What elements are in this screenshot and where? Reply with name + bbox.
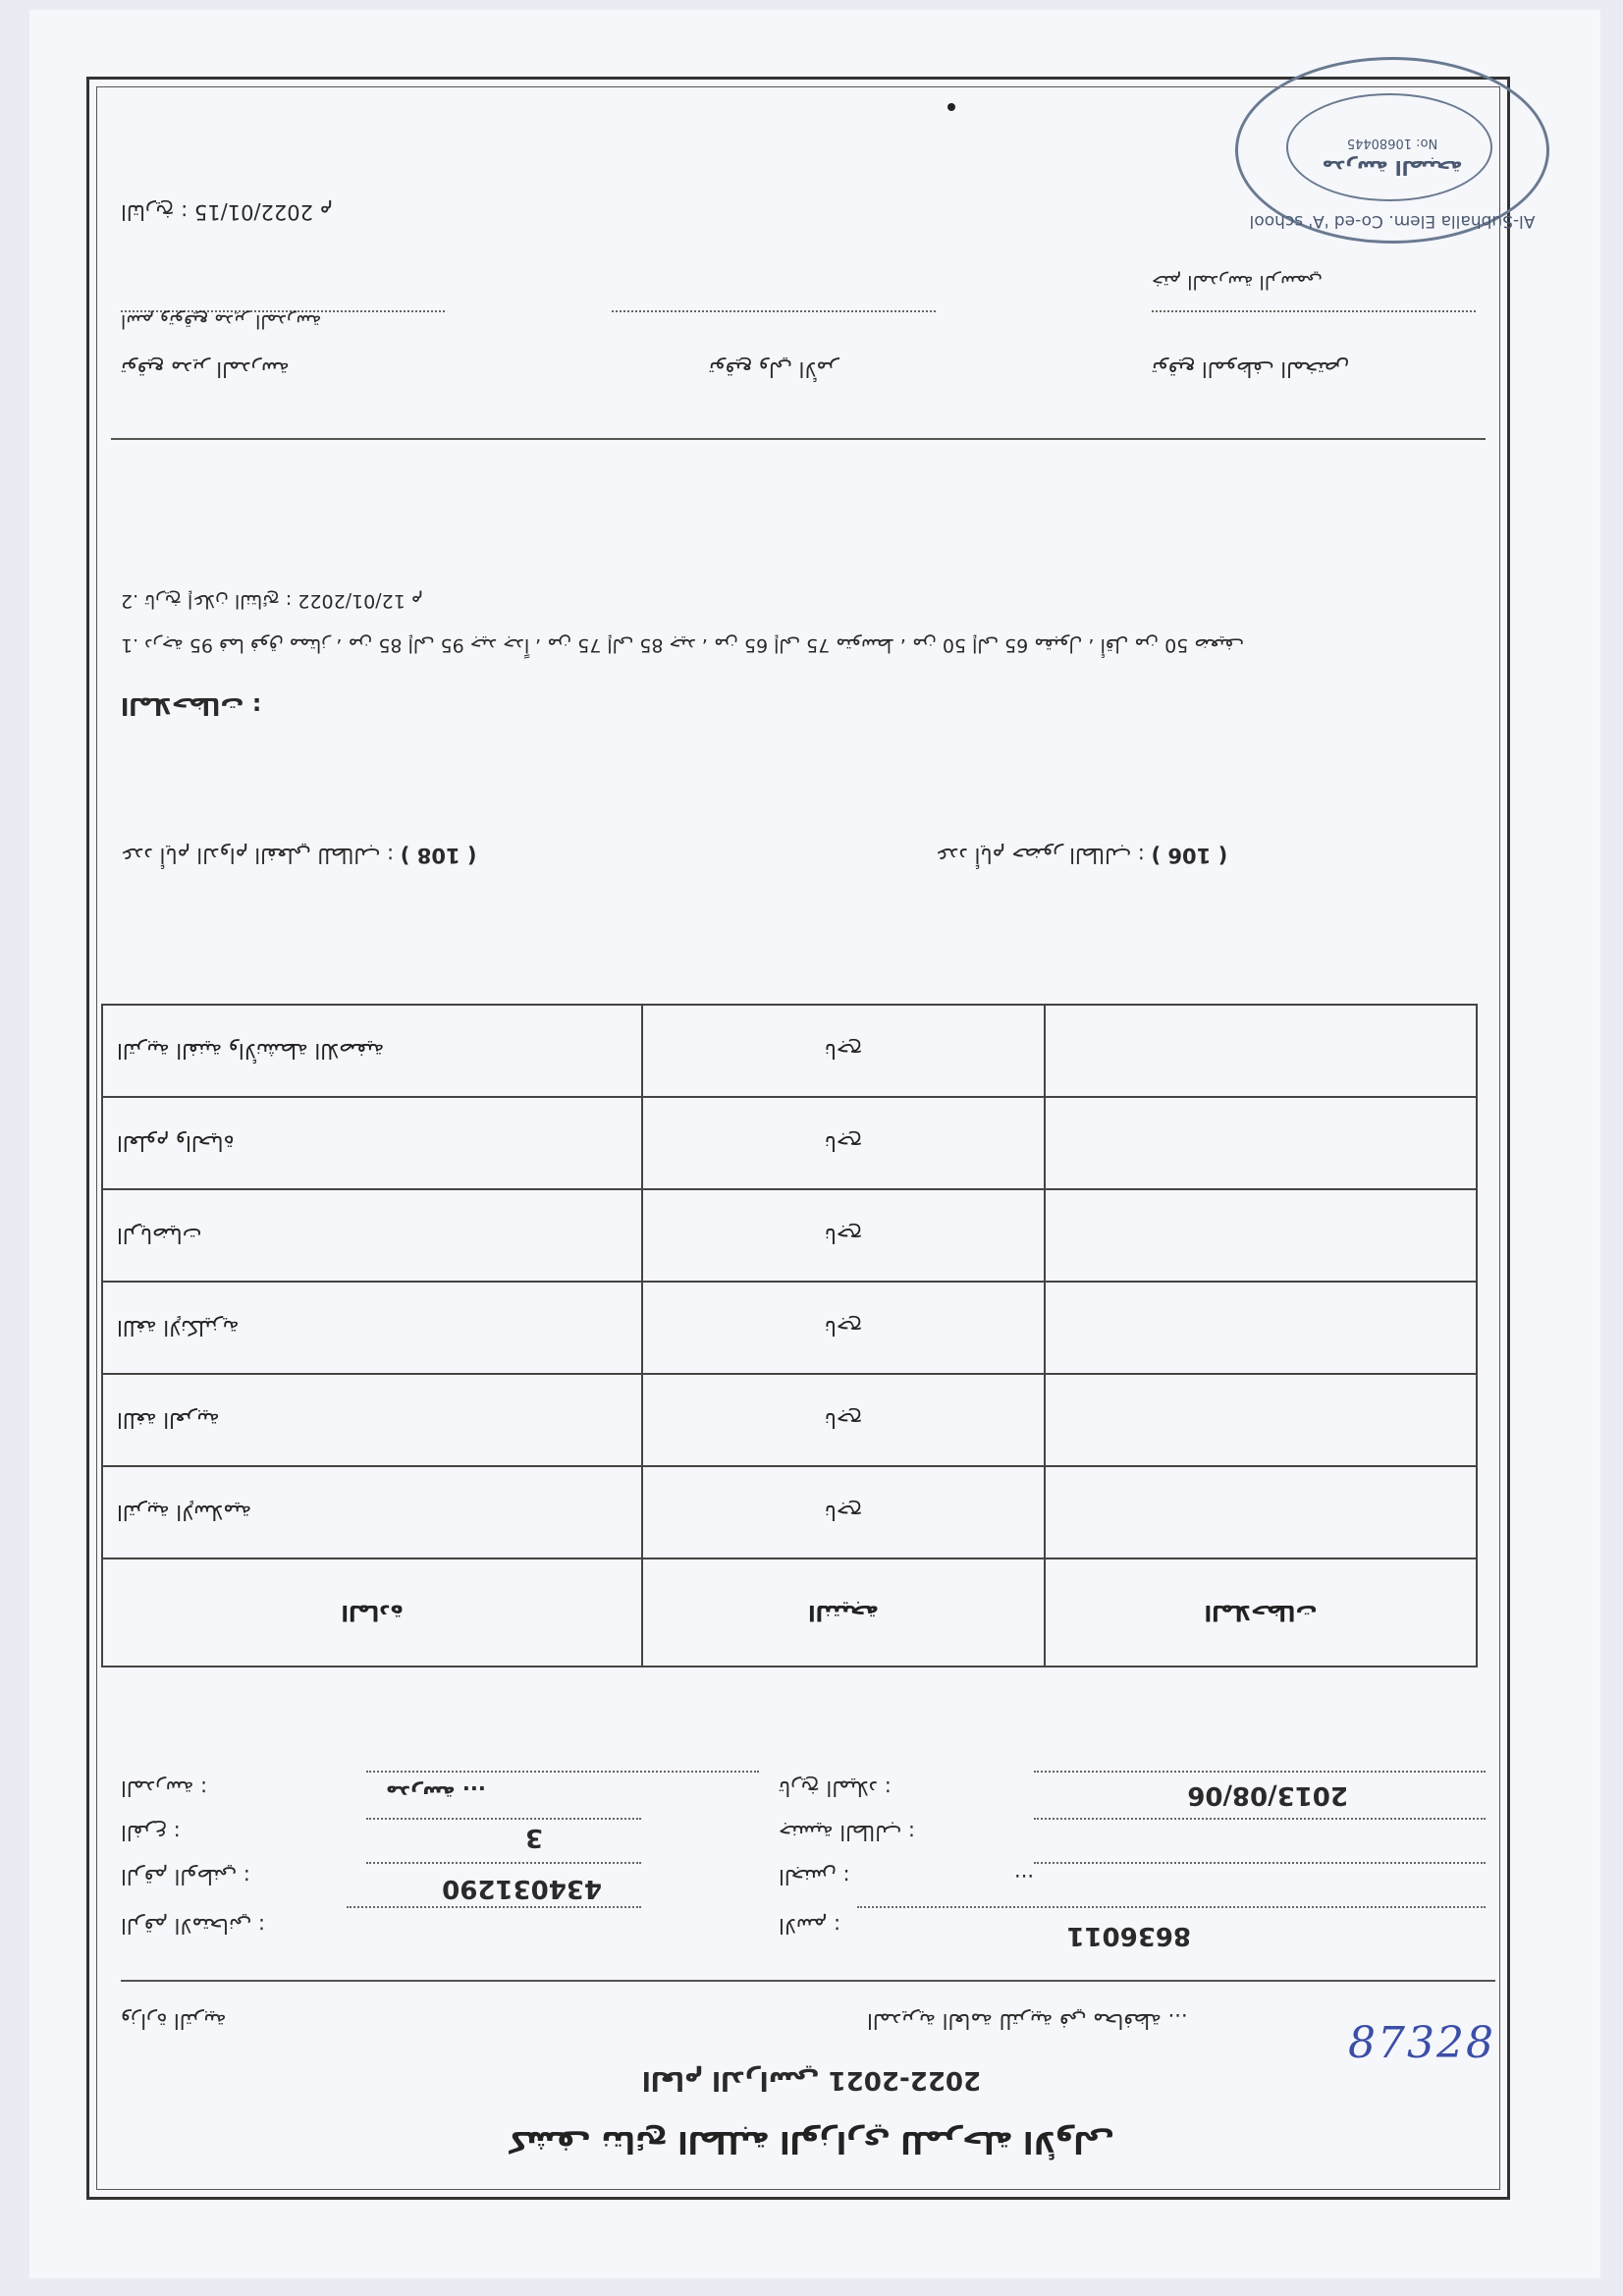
- branch-label: الفرع :: [121, 1821, 181, 1844]
- notes-heading: الملاحظات :: [121, 692, 262, 720]
- stamp-center-text: مدرسة الصبحة: [1322, 156, 1463, 180]
- subject-cell: الرياضيات: [102, 1189, 642, 1282]
- notes-line-1: 1. درجة 95 فما فوق ممتاز ، من 85 إلى 95 جيد جداً ، من 75 إلى 85 جيد ، من 65 إلى 75 متوسط ، من 50 إلى 65 مقبول ، أقل من 50 ضعيف: [121, 634, 1245, 656]
- signature-3-sub: ختم المدرسة الرسمي: [1152, 271, 1323, 293]
- note-cell: [1045, 1005, 1477, 1097]
- result-cell: ناجح: [642, 1189, 1045, 1282]
- academic-year: العام الدراسي 2021-2022: [641, 2065, 982, 2095]
- branch-line: [366, 1818, 641, 1820]
- exam-number-value: 8636011: [1066, 1921, 1191, 1950]
- table-row: [102, 1282, 1477, 1374]
- table-row: [102, 1097, 1477, 1189]
- ministry-name: وزارة التربية: [121, 2009, 227, 2033]
- result-cell: ناجح: [642, 1466, 1045, 1558]
- sig2-line: [612, 310, 936, 312]
- total-days-value: ( 108 ): [400, 844, 477, 867]
- school-stamp: [1235, 57, 1549, 244]
- table-row: [102, 1466, 1477, 1558]
- branch-value: 3: [524, 1823, 543, 1852]
- school-line: [366, 1771, 759, 1773]
- header-result: النتيجة: [642, 1558, 1045, 1667]
- id-line: [366, 1862, 641, 1864]
- table-row: [102, 1374, 1477, 1466]
- name-label: الاسم :: [779, 1914, 841, 1938]
- birth-date: 2013/08/06: [1187, 1780, 1348, 1810]
- note-cell: [1045, 1282, 1477, 1374]
- notes-line-2: 2. تاريخ إعلان النتائج : 12/01/2022 م: [121, 590, 423, 612]
- result-cell: ناجح: [642, 1097, 1045, 1189]
- signature-1-sub: اسم وتوقيع مدير المدرسة: [121, 310, 322, 332]
- subject-cell: التربية الإسلامية: [102, 1466, 642, 1558]
- subject-cell: التربية الفنية والأنشطة اللاصفية: [102, 1005, 642, 1097]
- gender-line: [1034, 1862, 1486, 1864]
- note-cell: [1045, 1189, 1477, 1282]
- school-value: مدرسة ...: [386, 1781, 486, 1805]
- table-row: [102, 1189, 1477, 1282]
- subject-cell: العلوم والحياة: [102, 1097, 642, 1189]
- note-cell: [1045, 1097, 1477, 1189]
- nationality-line: [1034, 1818, 1486, 1820]
- birth-label: تاريخ الميلاد :: [779, 1777, 892, 1800]
- nationality-label: جنسية الطالب :: [779, 1821, 915, 1844]
- exam-number-line: [347, 1906, 641, 1908]
- sig3-line: [1152, 310, 1476, 312]
- table-header-row: [102, 1558, 1477, 1667]
- total-days-text: عدد أيام الدوام الفعلي للطالب :: [121, 844, 395, 867]
- result-cell: ناجح: [642, 1282, 1045, 1374]
- ink-dot: [947, 103, 955, 111]
- id-label: الرقم الوطني :: [121, 1865, 250, 1888]
- id-number: 434031290: [442, 1874, 602, 1903]
- exam-line: [857, 1906, 1486, 1908]
- total-days-label: [121, 844, 641, 867]
- footer-rule: [111, 438, 1486, 440]
- handwritten-number: 87328: [1348, 2018, 1495, 2068]
- result-cell: ناجح: [642, 1005, 1045, 1097]
- attend-days-value: ( 106 ): [1151, 844, 1228, 867]
- note-cell: [1045, 1466, 1477, 1558]
- birth-line: [1034, 1771, 1486, 1773]
- school-label: المدرسة :: [121, 1777, 208, 1800]
- issue-date: التاريخ : 2022/01/15 م: [121, 200, 333, 224]
- result-cell: ناجح: [642, 1374, 1045, 1466]
- attend-days-label: [936, 844, 1486, 867]
- results-table: [101, 1004, 1478, 1667]
- attend-days-text: عدد أيام حضور الطالب :: [936, 844, 1145, 867]
- header-notes: الملاحظات: [1045, 1558, 1477, 1667]
- directorate-name: المديرية العامة للتربية في محافظة ...: [867, 2009, 1188, 2033]
- subject-cell: اللغة العربية: [102, 1374, 642, 1466]
- table-row: [102, 1005, 1477, 1097]
- stamp-ring-text: Al-Subhalla Elem. Co-ed 'A' school: [1249, 211, 1536, 231]
- header-rule: [121, 1980, 1495, 1982]
- stamp-code: No: 10680445: [1346, 136, 1438, 150]
- subject-cell: اللغة الإنكليزية: [102, 1282, 642, 1374]
- gender-value: ...: [1014, 1870, 1035, 1893]
- signature-1: توقيع مدير المدرسة: [121, 357, 290, 381]
- signature-2: توقيع ولي الأمر: [708, 357, 839, 381]
- exam-number-label: الرقم الامتحاني :: [121, 1914, 265, 1938]
- document-title: كشف نتائج الطلبة الوزاري للمرحلة الأولى: [509, 2124, 1114, 2159]
- note-cell: [1045, 1374, 1477, 1466]
- signature-3: توقيع الموظف المختص: [1152, 357, 1350, 381]
- header-subject: المادة: [102, 1558, 642, 1667]
- gender-label: الجنس :: [779, 1865, 850, 1888]
